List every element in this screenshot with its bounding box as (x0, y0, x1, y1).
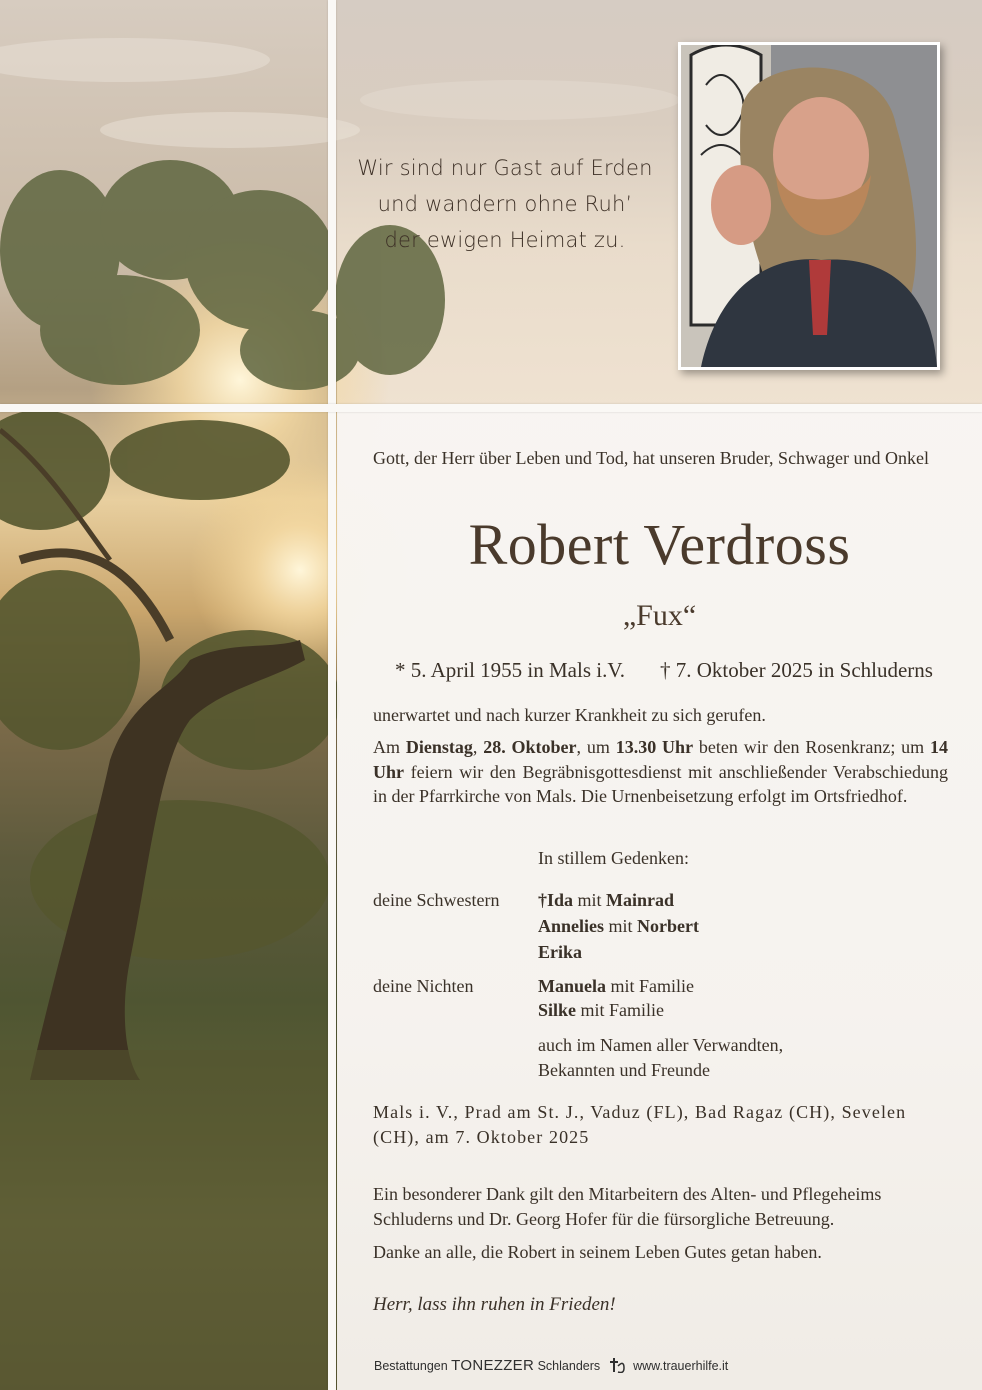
mourner-entry: Annelies mit Norbert (538, 916, 700, 936)
mourner-entry: †Ida mit Mainrad (538, 890, 675, 910)
places-and-date: Mals i. V., Prad am St. J., Vaduz (FL), Bad Ragaz (CH), Sevelen (CH), am 7. Oktober 2025 (373, 1102, 907, 1147)
life-dates (395, 656, 955, 684)
website-link[interactable]: www.trauerhilfe.it (633, 1359, 729, 1373)
deceased-name: Robert Verdross (468, 512, 851, 577)
nieces-list (538, 974, 694, 1022)
mourner-entry: Erika (538, 942, 583, 962)
cross-vertical-line (328, 0, 336, 1390)
rest-in-peace: Herr, lass ihn ruhen in Frieden! (373, 1294, 616, 1315)
relatives-note: auch im Namen aller Verwandten, Bekannten und Freunde (538, 1035, 784, 1080)
verse-line: der ewigen Heimat zu. (384, 228, 626, 252)
thanks-text: Ein besonderer Dank gilt den Mitarbeitern des Alten- und Pflegeheims Schluderns und Dr. Georg Hofer für die fürsorgliche Betreuung. (373, 1184, 882, 1229)
verse-line: und wandern ohne Ruh’ (377, 192, 633, 216)
mourner-entry: Manuela mit Familie (538, 976, 695, 996)
cross-horizontal-line (0, 404, 982, 412)
birth-date: * 5. April 1955 in Mals i.V. (395, 658, 626, 682)
in-memory-heading: In stillem Gedenken: (538, 848, 689, 868)
portrait-photo (678, 42, 940, 370)
verse (340, 150, 670, 258)
gratitude-text: Danke an alle, die Robert in seinem Leben Gutes getan haben. (373, 1242, 822, 1262)
funeral-day: Dienstag (405, 737, 473, 757)
funeral-details: Am Dienstag, 28. Oktober, um 13.30 Uhr beten wir den Rosenkranz; um 14 Uhr feiern wir den Begräbnisgottesdienst mit anschließender Verabschiedung in der Pfarrkirche von Mals. Die Urnenbeisetzung erfolgt im Ortsfriedhof. (373, 737, 949, 806)
funeral-date: 28. Oktober (483, 737, 577, 757)
death-notice-text: unerwartet und nach kurzer Krankheit zu sich gerufen. (373, 705, 766, 725)
intro-text: Gott, der Herr über Leben und Tod, hat unseren Bruder, Schwager und Onkel (373, 448, 930, 468)
funeral-home-brand: TONEZZER (451, 1357, 535, 1374)
verse-line: Wir sind nur Gast auf Erden (357, 156, 653, 180)
sisters-list (538, 887, 699, 965)
rosary-time: 13.30 Uhr (615, 737, 694, 757)
nickname: „Fux“ (622, 599, 697, 632)
mass-time: 14 Uhr (373, 737, 949, 782)
portrait-image (681, 45, 937, 367)
mourner-entry: Silke mit Familie (538, 1000, 665, 1020)
cross-logo-icon (608, 1357, 626, 1376)
death-date: † 7. Oktober 2025 in Schluderns (660, 658, 933, 682)
sisters-label: deine Schwestern (373, 890, 500, 910)
nieces-label: deine Nichten (373, 976, 474, 996)
footer: Bestattungen TONEZZER Schlanders www.trauerhilfe.it (374, 1357, 974, 1376)
